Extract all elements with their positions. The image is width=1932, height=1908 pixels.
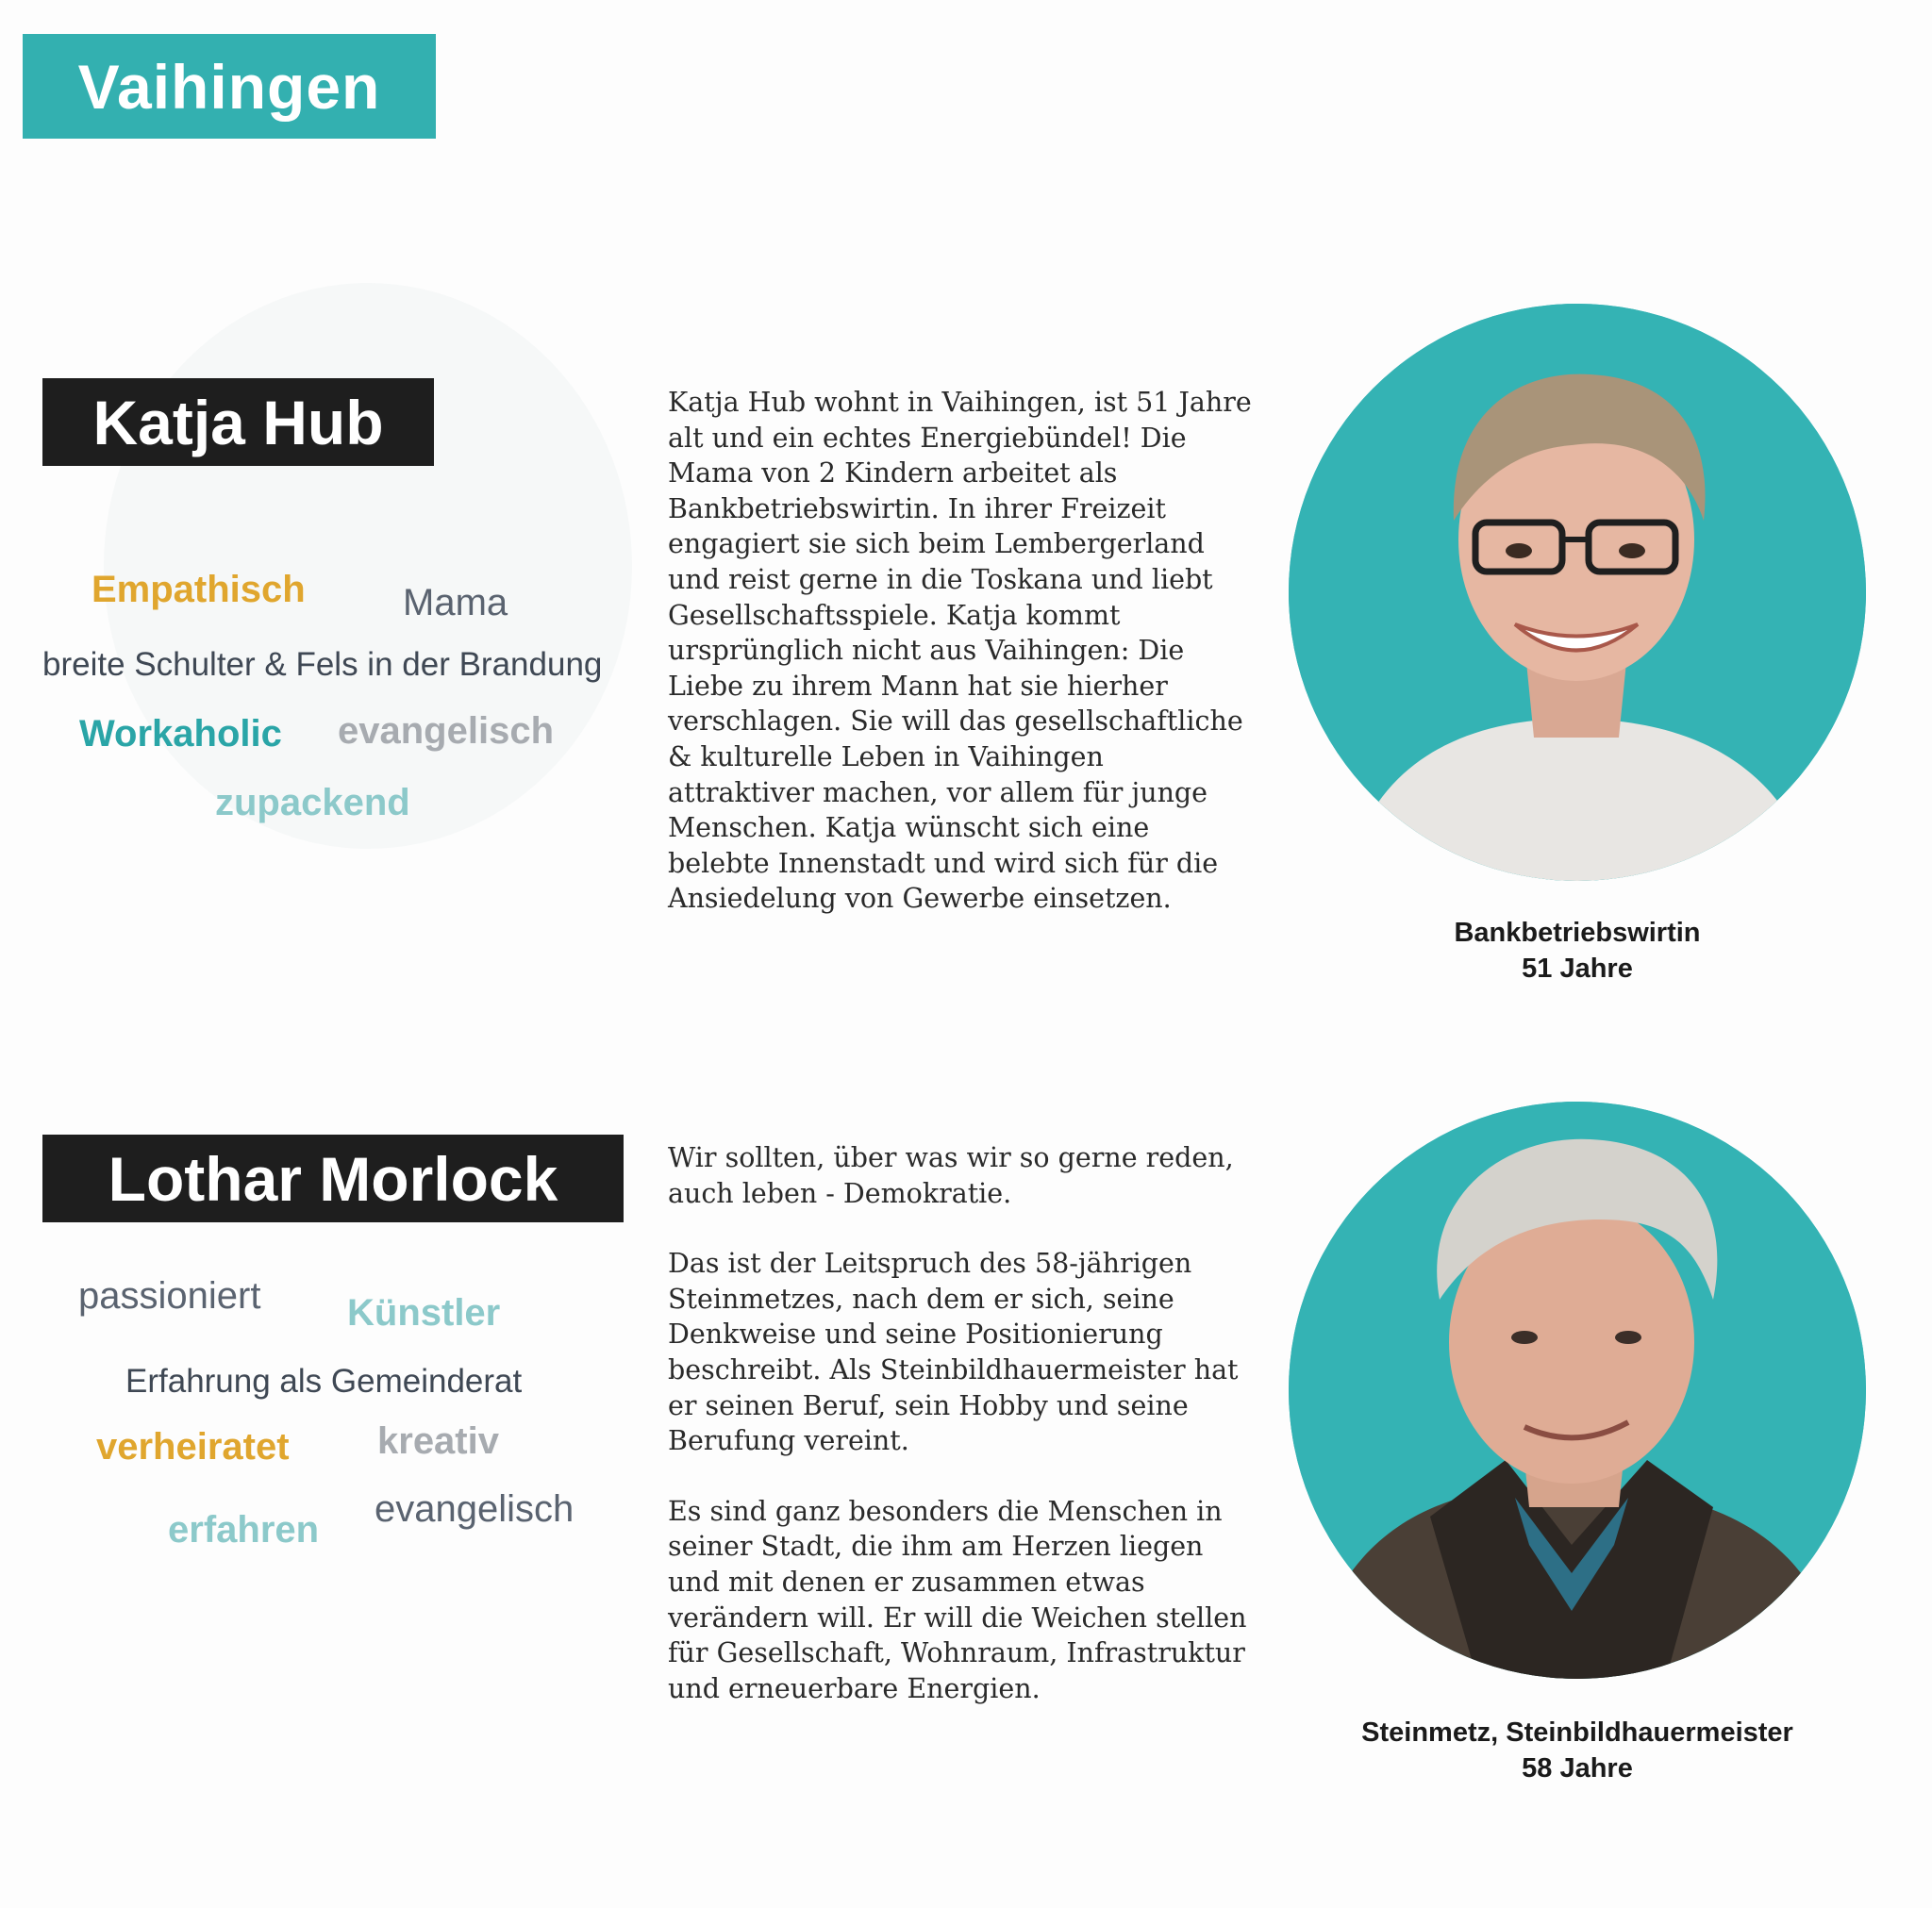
tag-evangelisch: evangelisch	[375, 1488, 575, 1530]
tag-kuenstler: Künstler	[347, 1292, 501, 1334]
bio-lothar	[668, 1140, 1253, 1706]
bio-paragraph: Wir sollten, über was wir so gerne reden, auch leben - Demokratie.	[668, 1142, 1234, 1209]
age-katja: 51 Jahre	[1522, 954, 1633, 984]
profession-katja: Bankbetriebswirtin	[1454, 918, 1701, 948]
profession-lothar: Steinmetz, Steinbildhauermeister	[1361, 1717, 1793, 1748]
tag-verheiratet: verheiratet	[96, 1426, 290, 1468]
page-title: Vaihingen	[23, 34, 436, 139]
bio-paragraph: Das ist der Leitspruch des 58-jährigen Steinmetzes, nach dem er sich, seine Denkweise und seine Positionierung beschreibt. Als Steinbildhauermeister hat er seinen Beruf, sein Hobby und seine Berufung vereint.	[668, 1248, 1239, 1457]
tag-erfahrung-gemeinderat: Erfahrung als Gemeinderat	[125, 1363, 523, 1400]
tag-mama: Mama	[403, 582, 508, 623]
candidate-name-katja: Katja Hub	[42, 378, 434, 466]
portrait-lothar	[1289, 1102, 1866, 1679]
tag-workaholic: Workaholic	[79, 713, 282, 755]
tag-empathisch: Empathisch	[92, 569, 306, 610]
candidate-name-lothar: Lothar Morlock	[42, 1135, 624, 1222]
tag-breite-schulter: breite Schulter & Fels in der Brandung	[42, 646, 603, 683]
bio-paragraph: Katja Hub wohnt in Vaihingen, ist 51 Jahre alt und ein echtes Energiebündel! Die Mama von 2 Kindern arbeitet als Bankbetriebswirtin. In ihrer Freizeit engagiert sie sich beim Lembergerland und reist gerne in die Toskana und liebt Gesellschaftsspiele. Katja kommt ursprünglich nicht aus Vaihingen: Die Liebe zu ihrem Mann hat sie hierher verschlagen. Sie will das gesellschaftliche & kulturelle Leben in Vaihingen attraktiver machen, vor allem für junge Menschen. Katja wünscht sich eine belebte Innenstadt und wird sich für die Ansiedelung von Gewerbe einsetzen.	[668, 387, 1252, 915]
tag-kreativ: kreativ	[377, 1420, 499, 1462]
tag-evangelisch: evangelisch	[338, 710, 555, 752]
bio-paragraph: Es sind ganz besonders die Menschen in seiner Stadt, die ihm am Herzen liegen und mit denen er zusammen etwas verändern will. Er will die Weichen stellen für Gesellschaft, Wohnraum, Infrastruktur und erneuerbare Energien.	[668, 1495, 1247, 1704]
tag-erfahren: erfahren	[168, 1509, 320, 1551]
bio-katja	[668, 385, 1253, 917]
portrait-lothar-image	[1289, 1102, 1866, 1679]
caption-katja	[1289, 915, 1866, 987]
tag-passioniert: passioniert	[78, 1275, 261, 1317]
portrait-katja	[1289, 304, 1866, 881]
age-lothar: 58 Jahre	[1522, 1753, 1633, 1784]
portrait-katja-image	[1289, 304, 1866, 881]
caption-lothar	[1289, 1715, 1866, 1786]
background-circle	[104, 283, 632, 849]
tag-zupackend: zupackend	[215, 782, 410, 823]
